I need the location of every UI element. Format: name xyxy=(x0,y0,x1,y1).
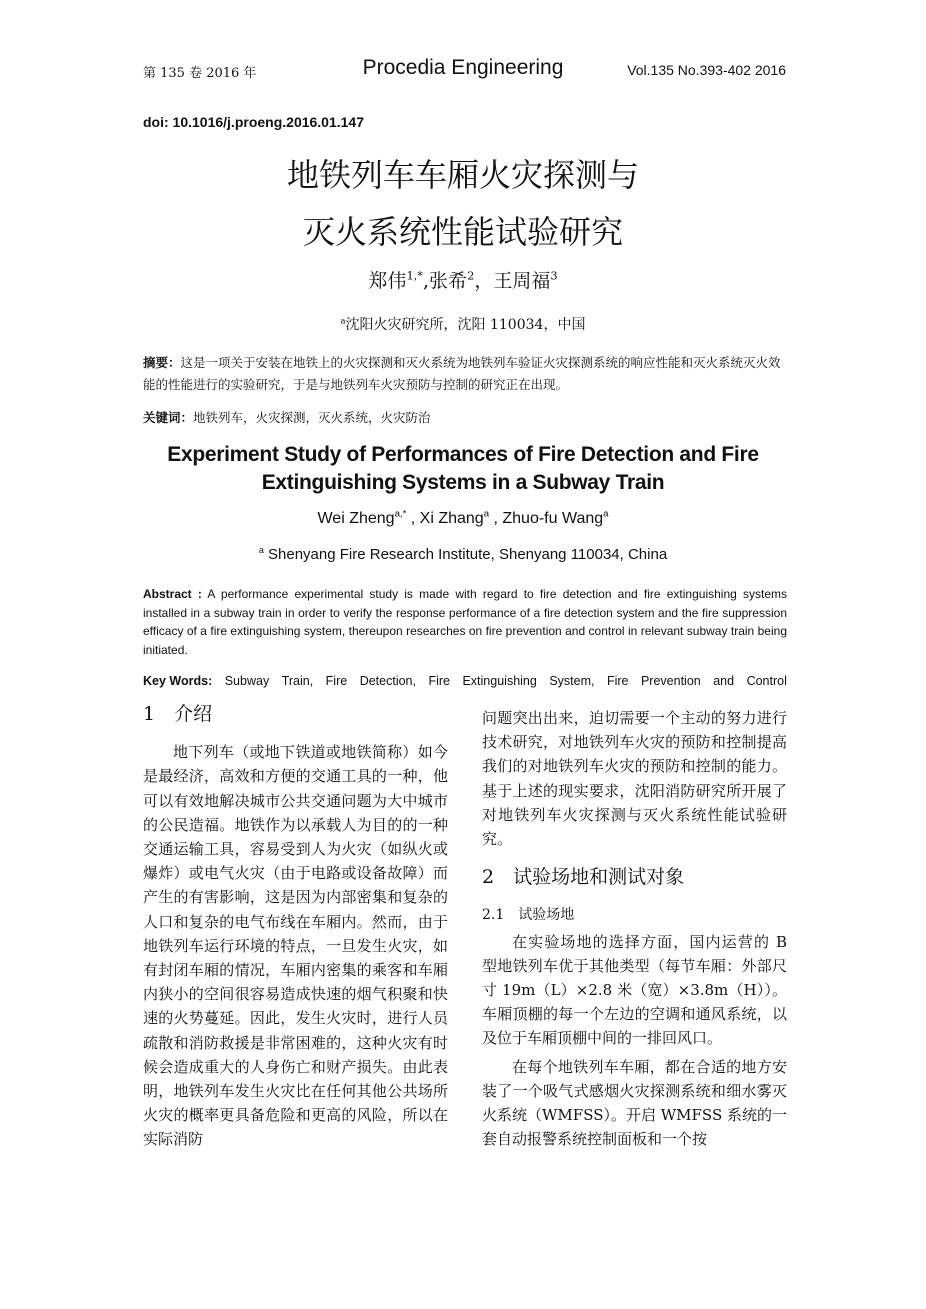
en-keyword-word: Fire xyxy=(428,674,450,688)
cn-affiliation xyxy=(0,314,926,334)
en-abstract-text: A performance experimental study is made with regard to fire detection and fire extinguishing systems installed in a subway train in order to verify the response performance of a fire detection system and the fire suppression efficacy of a fire extinguishing system, thereupon researches on fire prevention and control in relevant subway train being initiated. xyxy=(143,587,787,657)
cn-author-3: ，王周福 xyxy=(474,270,551,292)
en-aff-sup: a xyxy=(258,545,264,555)
en-title-line-2: Extinguishing Systems in a Subway Train xyxy=(261,471,665,494)
en-keyword-word: Detection, xyxy=(359,674,416,688)
en-author-1-sup: a,* xyxy=(394,508,407,520)
subsection-2-1-heading: 2.1 试验场地 xyxy=(482,907,575,924)
en-author-3: , Zhuo-fu Wang xyxy=(489,510,604,527)
cn-aff-text: 沈阳火灾研究所，沈阳 110034，中国 xyxy=(345,317,586,333)
en-affiliation xyxy=(0,546,926,563)
cn-author-2-sup: 2 xyxy=(467,268,475,283)
section-1-paragraph: 地下列车（或地下铁道或地铁简称）如今是最经济，高效和方便的交通工具的一种，他可以有效地解决城市公共交通问题为大中城市的公民造福。地铁作为以承载人为目的的一种交通运输工具，容易受到人为火灾（如纵火或爆炸）或电气火灾（由于电路或设备故障）而产生的有害影响，这是因为内部密集和复杂的人口和复杂的电气布线在车厢内。然而，由于地铁列车运行环境的特点，一旦发生火灾，如有封闭车厢的情况，车厢内密集的乘客和车厢内狭小的空间很容易造成快速的烟气积聚和快速的火势蔓延。因此，发生火灾时，进行人员疏散和消防救援是非常困难的，这种火灾有时候会造成重大的人身伤亡和财产损失。由此表明，地铁列车发生火灾比在任何其他公共场所火灾的概率更具备危险和更高的风险，所以在实际消防 xyxy=(143,743,448,1149)
en-abstract xyxy=(143,585,787,659)
en-abstract-label: Abstract : xyxy=(143,587,202,601)
en-author-2-sup: a xyxy=(483,508,490,520)
subsection-2-1-paragraph-1: 在实验场地的选择方面，国内运营的 B 型地铁列车优于其他类型（每节车厢：外部尺寸 19m（L）×2.8 米（宽）×3.8m（H））。车厢顶棚的每一个左边的空调和通风系统，以及位于车厢顶棚中间的一排回风口。 xyxy=(482,932,787,1048)
section-2-heading: 2 试验场地和测试对象 xyxy=(482,866,685,889)
en-keywords xyxy=(143,674,787,688)
cn-author-1-sup: 1,* xyxy=(406,268,424,283)
right-column xyxy=(482,706,787,1151)
cn-authors xyxy=(0,266,926,293)
cn-author-2: ,张希 xyxy=(423,270,468,292)
en-author-1: Wei Zheng xyxy=(317,510,395,527)
en-author-2: , Xi Zhang xyxy=(406,510,484,527)
en-keyword-word: Train, xyxy=(281,674,314,688)
en-author-3-sup: a xyxy=(603,508,609,520)
en-title-line-1: Experiment Study of Performances of Fire Detection and Fire xyxy=(167,443,759,466)
doi: doi: 10.1016/j.proeng.2016.01.147 xyxy=(143,114,365,130)
en-keyword-word: System, xyxy=(549,674,595,688)
en-title xyxy=(0,441,926,497)
section-1-heading: 1 介绍 xyxy=(143,703,213,725)
en-keyword-word: Prevention xyxy=(640,674,701,688)
en-keyword-word: Subway xyxy=(224,674,270,688)
cn-title-line-2: 灭火系统性能试验研究 xyxy=(302,213,623,251)
en-keyword-word: Fire xyxy=(325,674,348,688)
en-keyword-word: Extinguishing xyxy=(462,674,537,688)
cn-author-1: 郑伟 xyxy=(368,270,407,292)
journal-name: Procedia Engineering xyxy=(362,56,564,79)
en-keyword-word: Control xyxy=(746,674,787,688)
cn-abstract-text: 这是一项关于安装在地铁上的火灾探测和灭火系统为地铁列车验证火灾探测系统的响应性能和灭火系统灭火效能的性能进行的实验研究，于是与地铁列车火灾预防与控制的研究正在出现。 xyxy=(143,355,781,392)
cn-author-3-sup: 3 xyxy=(550,268,558,283)
cn-keywords-text: 地铁列车，火灾探测，灭火系统，火灾防治 xyxy=(193,410,431,425)
left-column xyxy=(143,702,448,1152)
en-aff-text: Shenyang Fire Research Institute, Shenyang 110034, China xyxy=(263,546,668,563)
cn-keywords-label: 关键词： xyxy=(143,410,194,425)
section-1-continuation: 问题突出出来，迫切需要一个主动的努力进行技术研究，对地铁列车火灾的预防和控制提高我们的对地铁列车火灾的预防和控制的能力。基于上述的现实要求，沈阳消防研究所开展了对地铁列车火灾探测与灭火系统性能试验研究。 xyxy=(482,709,787,849)
en-keywords-label: Key Words: xyxy=(143,674,213,688)
header-volume-cn: 第 135 卷 2016 年 xyxy=(143,66,257,81)
header-volume-en: Vol.135 No.393-402 2016 xyxy=(627,62,786,78)
subsection-2-1-paragraph-2: 在每个地铁列车车厢，都在合适的地方安装了一个吸气式感烟火灾探测系统和细水雾灭火系统（WMFSS）。开启 WMFSS 系统的一套自动报警系统控制面板和一个按 xyxy=(482,1057,787,1149)
en-keyword-word: and xyxy=(713,674,735,688)
cn-abstract-label: 摘要： xyxy=(143,355,181,370)
cn-abstract xyxy=(143,352,788,396)
en-authors xyxy=(0,510,926,528)
cn-title-line-1: 地铁列车车厢火灾探测与 xyxy=(286,156,639,194)
cn-aff-sup: a xyxy=(340,315,346,326)
en-keyword-word: Fire xyxy=(606,674,629,688)
cn-keywords xyxy=(143,408,431,426)
